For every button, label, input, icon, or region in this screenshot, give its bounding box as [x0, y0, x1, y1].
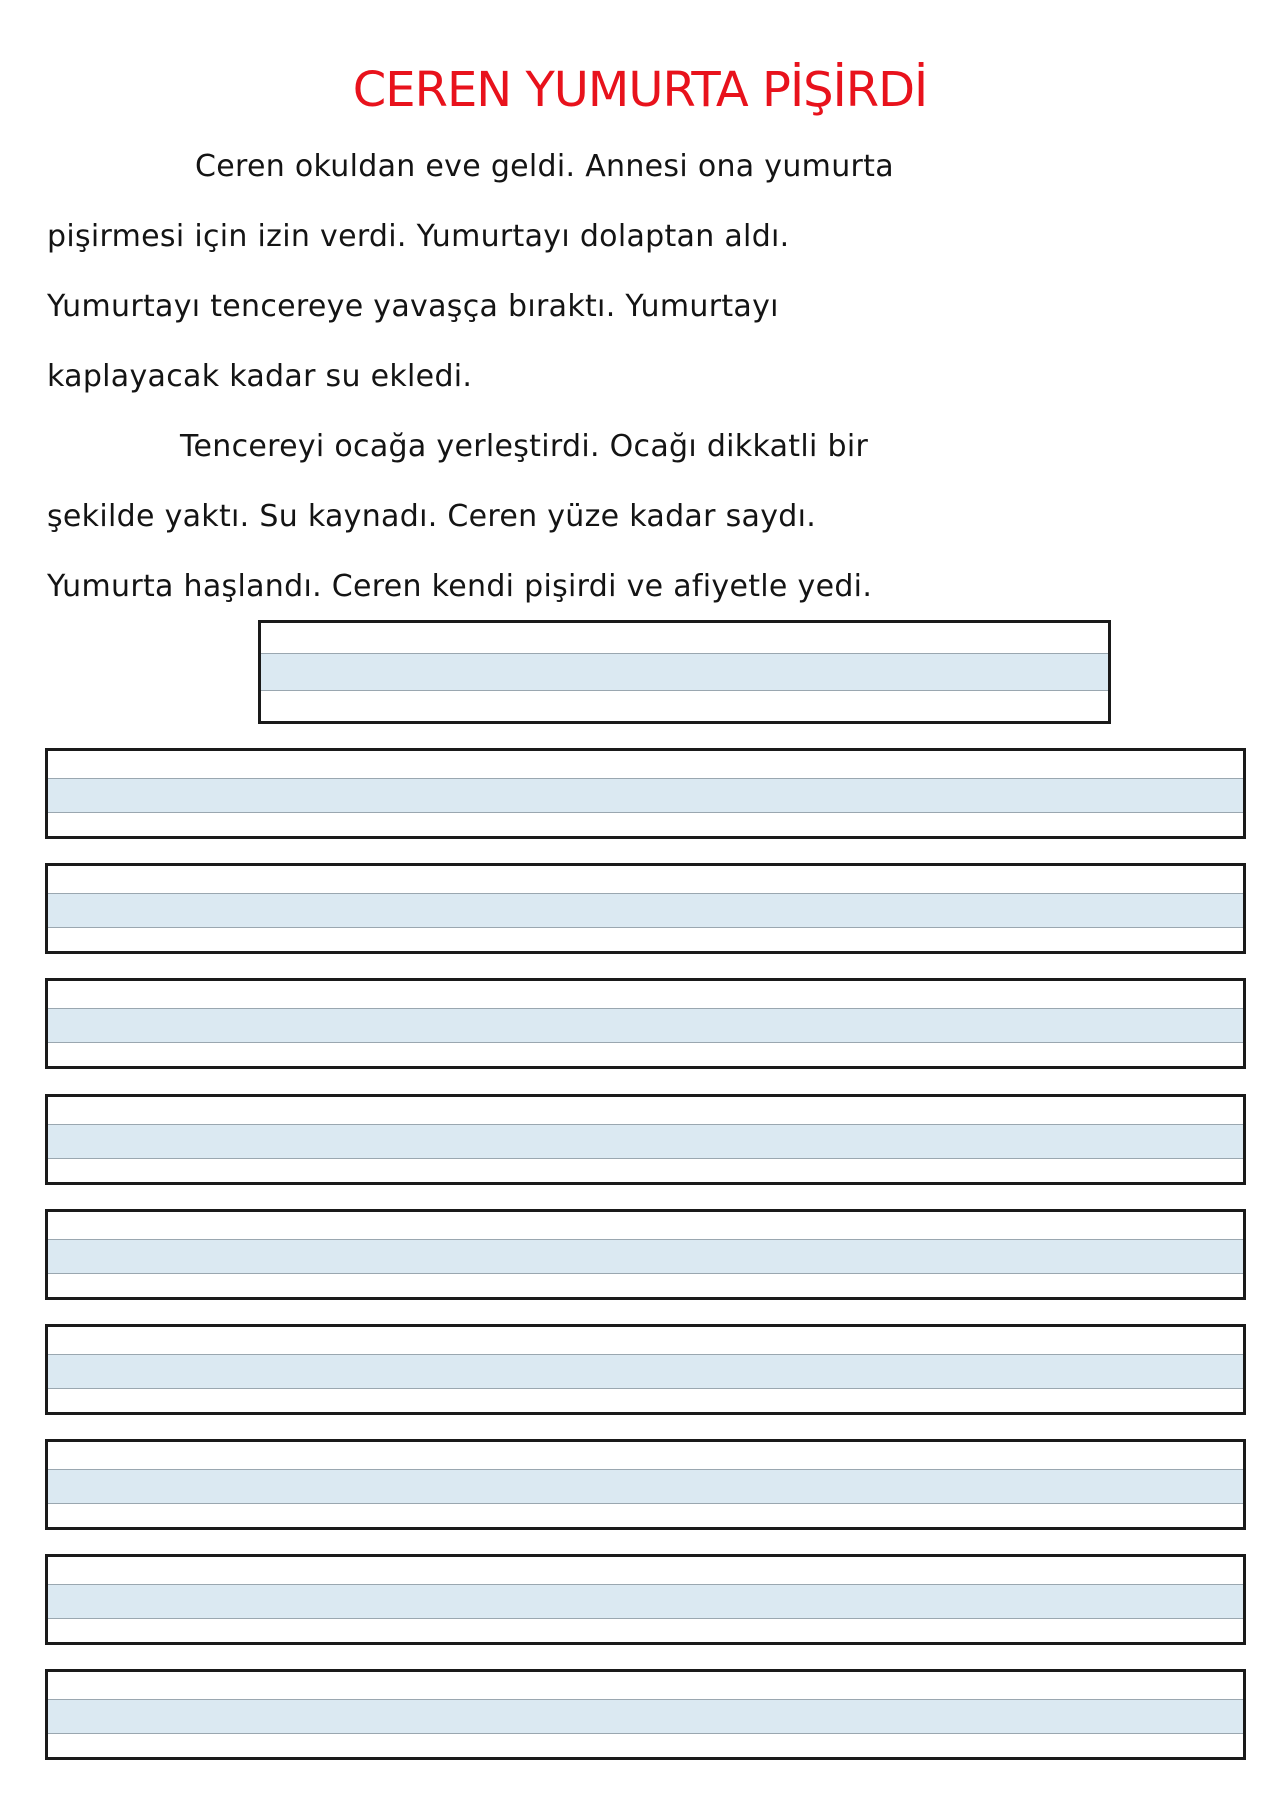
story-line: Yumurta haşlandı. Ceren kendi pişirdi ve afiyetle yedi. [47, 569, 873, 604]
guide-band [48, 1239, 1243, 1274]
story-line: Ceren okuldan eve geldi. Annesi ona yumurta [195, 149, 894, 184]
worksheet-title: CEREN YUMURTA PİŞİRDİ [352, 62, 928, 118]
writing-line-3[interactable] [45, 978, 1246, 1069]
writing-line-1[interactable] [45, 748, 1246, 839]
guide-band [48, 1124, 1243, 1159]
writing-line-6[interactable] [45, 1324, 1246, 1415]
writing-line-8[interactable] [45, 1554, 1246, 1645]
title-writing-box[interactable] [258, 620, 1111, 724]
guide-band [48, 1354, 1243, 1389]
writing-line-5[interactable] [45, 1209, 1246, 1300]
story-text [47, 132, 1247, 622]
story-paragraph-1 [47, 132, 1247, 412]
guide-band [48, 1584, 1243, 1619]
story-line: Yumurtayı tencereye yavaşça bıraktı. Yumurtayı [47, 289, 779, 324]
story-paragraph-2 [47, 412, 1247, 622]
guide-band [261, 653, 1108, 691]
story-line: kaplayacak kadar su ekledi. [47, 359, 473, 394]
story-line: Tencereyi ocağa yerleştirdi. Ocağı dikkatli bir [180, 429, 869, 464]
writing-line-7[interactable] [45, 1439, 1246, 1530]
guide-band [48, 778, 1243, 813]
guide-band [48, 893, 1243, 928]
story-line: pişirmesi için izin verdi. Yumurtayı dolaptan aldı. [47, 219, 790, 254]
writing-line-2[interactable] [45, 863, 1246, 954]
guide-band [48, 1008, 1243, 1043]
guide-band [48, 1469, 1243, 1504]
writing-line-4[interactable] [45, 1094, 1246, 1185]
story-line: şekilde yaktı. Su kaynadı. Ceren yüze kadar saydı. [47, 499, 817, 534]
guide-band [48, 1699, 1243, 1734]
writing-line-9[interactable] [45, 1669, 1246, 1760]
